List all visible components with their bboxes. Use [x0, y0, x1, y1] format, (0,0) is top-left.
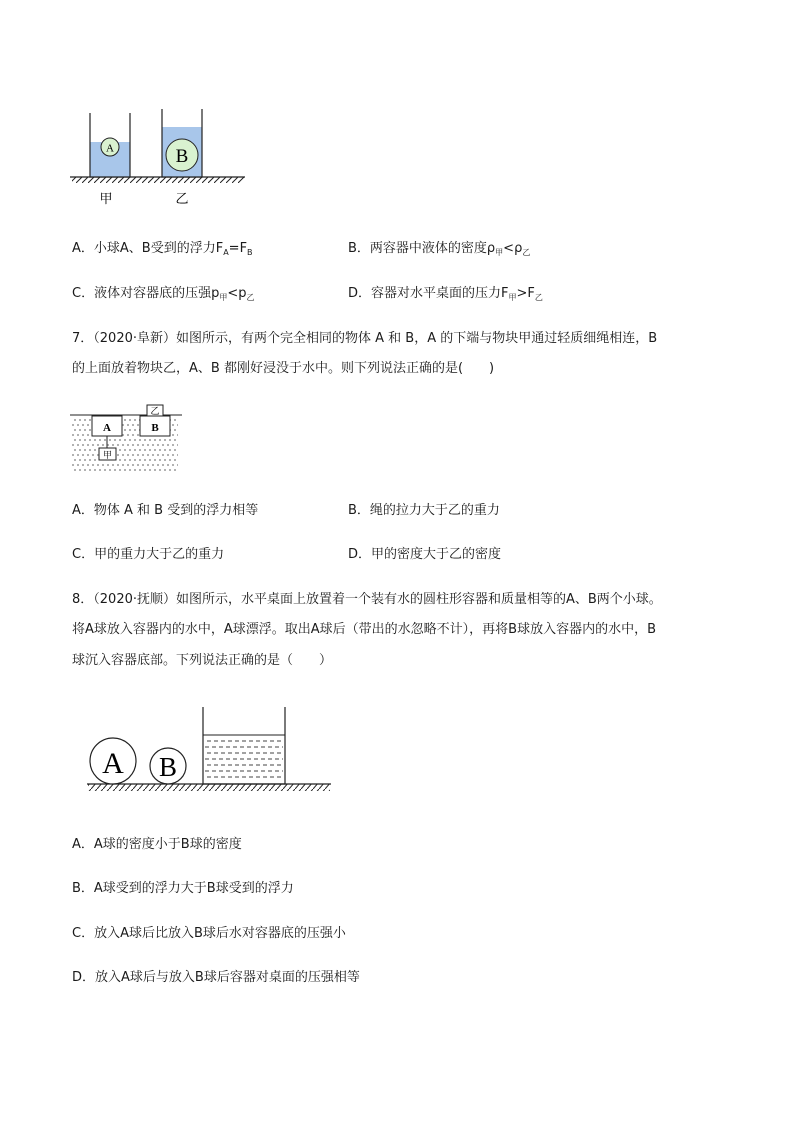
- q8-ball-a-label: A: [102, 747, 124, 780]
- q6-ground-hatch: [72, 177, 244, 183]
- q8-ground-hatch: [88, 784, 330, 791]
- q8-water-dashes: [205, 741, 283, 777]
- q7-figure: [70, 400, 185, 478]
- q7-block-a-label: A: [103, 422, 111, 434]
- q8-option-c: C．放入A球后比放入B球后水对容器底的压强小: [72, 926, 346, 941]
- q6-label-yi: 乙: [175, 192, 189, 207]
- q7-option-c: C．甲的重力大于乙的重力: [72, 547, 225, 562]
- q6-ball-a-label: A: [106, 142, 114, 155]
- q7-option-b: B．绳的拉力大于乙的重力: [348, 503, 500, 518]
- q8-figure: [85, 705, 335, 800]
- q6-option-d: D．容器对水平桌面的压力$F_甲>F_乙$: [348, 286, 543, 302]
- q8-option-d: D．放入A球后与放入B球后容器对桌面的压强相等: [72, 970, 360, 985]
- q7-block-jia-label: 甲: [102, 451, 113, 461]
- q8-stem-line-1: 8．（2020·抚顺）如图所示，水平桌面上放置着一个装有水的圆柱形容器和质量相等的A、B两个小球。: [72, 592, 662, 607]
- q8-container: [203, 707, 285, 784]
- q6-figure: [70, 105, 250, 210]
- q6-option-b: B．两容器中液体的密度$\rho_甲<\rho_乙$: [348, 241, 531, 257]
- q6-option-a: A．小球A、B受到的浮力$F_A=F_B$: [72, 241, 253, 257]
- q8-stem-line-2: 将A球放入容器内的水中，A球漂浮。取出A球后（带出的水忽略不计），再将B球放入容器内的水中，B: [72, 622, 657, 637]
- q7-stem-line-2: 的上面放着物块乙，A、B 都刚好浸没于水中。则下列说法正确的是( ): [72, 361, 495, 376]
- q8-option-b: B．A球受到的浮力大于B球受到的浮力: [72, 881, 294, 896]
- q6-ball-b-label: B: [175, 146, 189, 167]
- q7-option-d: D．甲的密度大于乙的密度: [348, 547, 502, 562]
- q7-block-b-label: B: [151, 422, 159, 434]
- q7-block-yi-label: 乙: [150, 407, 160, 417]
- q8-stem-line-3: 球沉入容器底部。下列说法正确的是（ ）: [72, 653, 333, 668]
- q7-option-a: A．物体 A 和 B 受到的浮力相等: [72, 503, 259, 518]
- q6-label-jia: 甲: [99, 192, 113, 207]
- q7-stem-line-1: 7．（2020·阜新）如图所示，有两个完全相同的物体 A 和 B，A 的下端与物块甲通过轻质细绳相连，B: [72, 331, 658, 346]
- q8-option-a: A．A球的密度小于B球的密度: [72, 837, 242, 852]
- q8-ball-b-label: B: [158, 752, 178, 782]
- q6-option-c: C．液体对容器底的压强$p_甲<p_乙$: [72, 286, 255, 302]
